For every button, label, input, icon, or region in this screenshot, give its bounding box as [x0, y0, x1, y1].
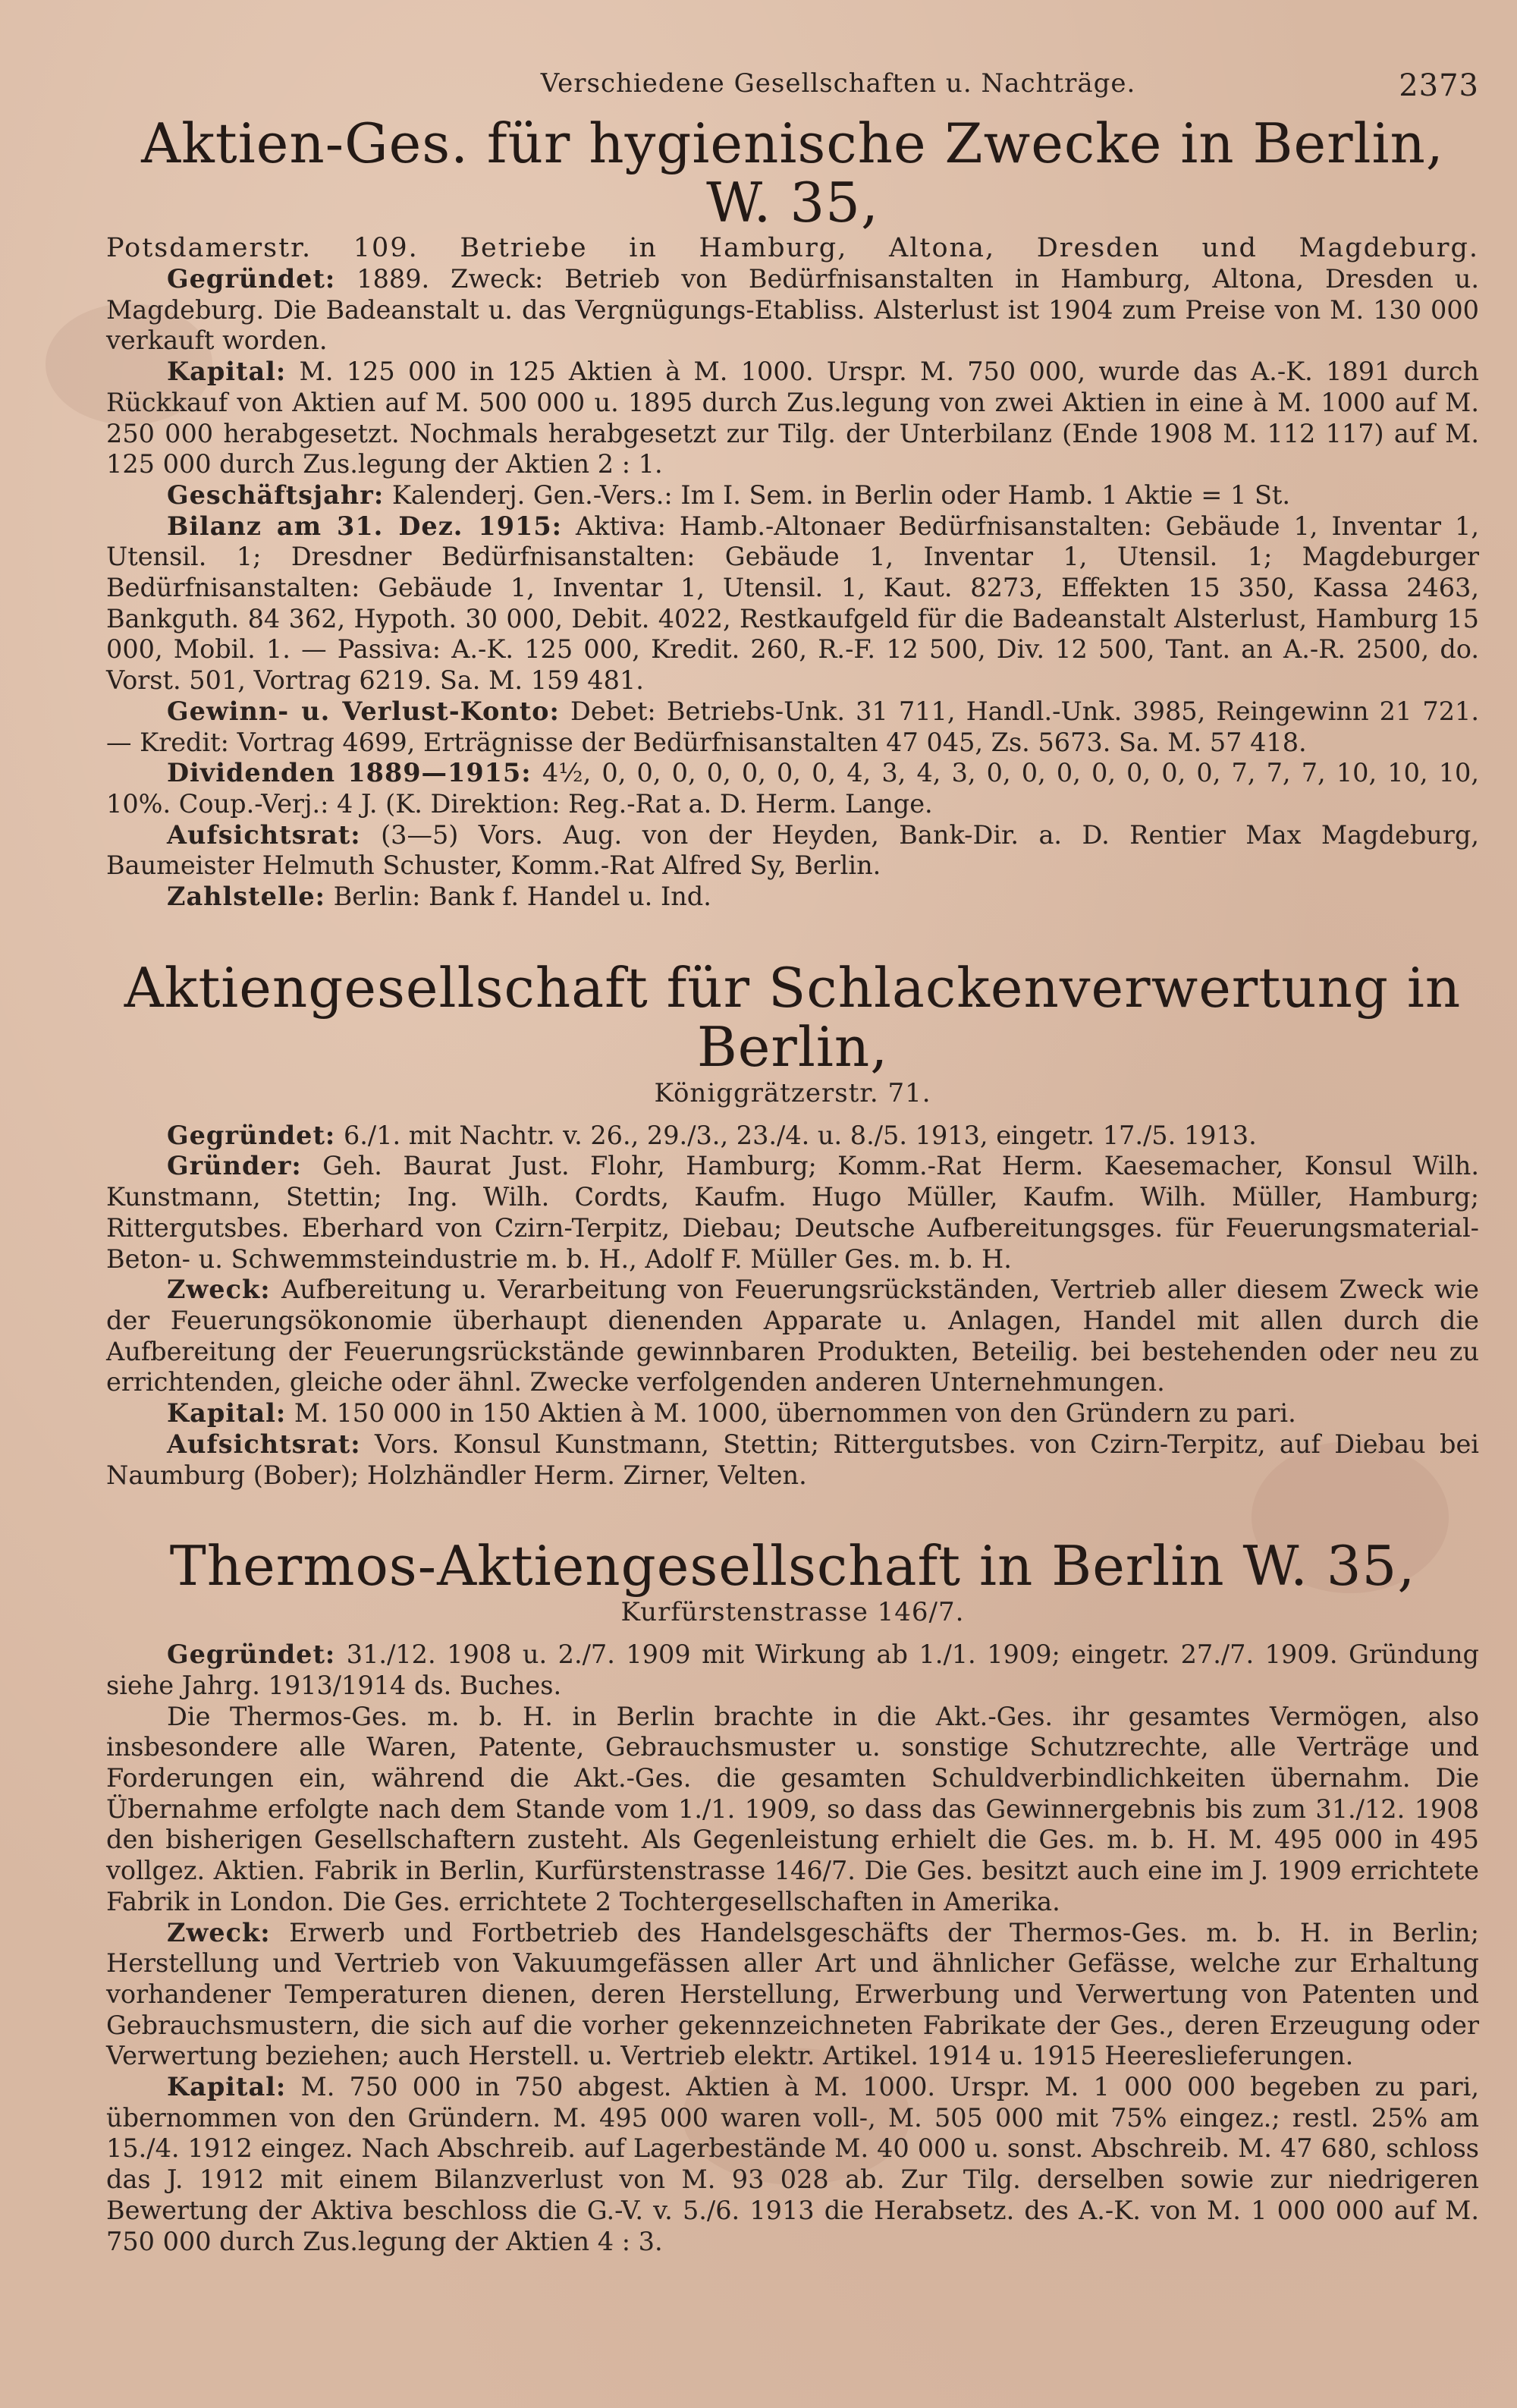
running-title: Verschiedene Gesellschaften u. Nachträge. — [540, 68, 1136, 99]
field-text: Die Thermos-Ges. m. b. H. in Berlin brachte in die Akt.-Ges. ihr gesamtes Vermögen, also insbesondere alle Waren, Patente, Gebrauchsmuster u. sonstige Schutzrechte, alle Verträge und Forderungen ein, während die Akt.-Ges. die gesamten Schuldverbindlichkeiten übernahm. Die Übernahme erfolgte nach dem Stande vom 1./1. 1909, so dass das Gewinnergebnis bis zum 31./12. 1908 den bisherigen Gesellschaftern zusteht. Als Gegenleistung erhielt die Ges. m. b. H. M. 495 000 in 495 vollgez. Aktien. Fabrik in Berlin, Kurfürstenstrasse 146/7. Die Ges. besitzt auch eine im J. 1909 errichtete Fabrik in London. Die Ges. errichtete 2 Tochtergesellschaften in Amerika. — [106, 1701, 1479, 1916]
field-text: M. 150 000 in 150 Aktien à M. 1000, übernommen von den Gründern zu pari. — [286, 1398, 1296, 1429]
entry-paragraph — [106, 1702, 1479, 1918]
field-text: Berlin: Bank f. Handel u. Ind. — [325, 882, 711, 912]
entry-title: Aktiengesellschaft für Schlackenverwertung in Berlin, — [124, 955, 1462, 1079]
running-header — [106, 68, 1479, 114]
entry-address: Kurfürstenstrasse 146/7. — [620, 1597, 965, 1628]
entry-paragraph — [106, 480, 1479, 511]
field-label: Gründer: — [167, 1151, 302, 1181]
entry-paragraph — [106, 1639, 1479, 1701]
entry-paragraph — [106, 696, 1479, 758]
entry-paragraph — [106, 2072, 1479, 2257]
entry-paragraph — [106, 1121, 1479, 1152]
entry-paragraph — [106, 1429, 1479, 1491]
document-page — [106, 68, 1479, 2257]
entry-paragraph — [106, 1398, 1479, 1429]
field-label: Aufsichtsrat: — [167, 819, 361, 850]
field-text: Geh. Baurat Just. Flohr, Hamburg; Komm.-Rat Herm. Kaesemacher, Konsul Wilh. Kunstmann, Stettin; Ing. Wilh. Cordts, Kaufm. Hugo Müller, Kaufm. Wilh. Müller, Hamburg; Rittergutsbes. Eberhard von Czirn-Terpitz, Diebau; Deutsche Aufbereitungsges. für Feuerungsmaterial-Beton- u. Schwemmsteindustrie m. b. H., Adolf F. Müller Ges. m. b. H. — [106, 1151, 1479, 1274]
entry-thermos — [106, 1536, 1479, 2257]
field-text: 31./12. 1908 u. 2./7. 1909 mit Wirkung ab 1./1. 1909; eingetr. 27./7. 1909. Gründung siehe Jahrg. 1913/1914 ds. Buches. — [106, 1639, 1479, 1700]
field-text: Erwerb und Fortbetrieb des Handelsgeschäfts der Thermos-Ges. m. b. H. in Berlin; Herstellung und Vertrieb von Vakuumgefässen aller Art und ähnlicher Gefässe, welche zur Erhaltung vorhandener Temperaturen dienen, deren Herstellung, Erwerbung und Verwertung von Patenten und Gebrauchsmustern, die sich auf die vorher gekennzeichneten Fabrikate der Ges., deren Erzeugung oder Verwertung beziehen; auch Herstell. u. Vertrieb elektr. Artikel. 1914 u. 1915 Heereslieferungen. — [106, 1917, 1479, 2071]
entry-address: Königgrätzerstr. 71. — [654, 1077, 931, 1108]
field-text: M. 750 000 in 750 abgest. Aktien à M. 1000. Urspr. M. 1 000 000 begeben zu pari, übernommen von den Gründern. M. 495 000 waren voll-, M. 505 000 mit 75% eingez.; restl. 25% am 15./4. 1912 eingez. Nach Abschreib. auf Lagerbestände M. 40 000 u. sonst. Abschreib. M. 47 680, schloss das J. 1912 mit einem Bilanzverlust von M. 93 028 ab. Zur Tilg. derselben sowie zur niedrigeren Bewertung der Aktiva beschloss die G.-V. v. 5./6. 1913 die Herabsetz. des A.-K. von M. 1 000 000 auf M. 750 000 durch Zus.legung der Aktien 4 : 3. — [106, 2072, 1479, 2256]
entry-schlackenverwertung — [106, 955, 1479, 1491]
entry-title: Aktien-Ges. für hygienische Zwecke in Berlin, W. 35, — [141, 112, 1444, 234]
entry-paragraph — [106, 1151, 1479, 1275]
field-text: Kalenderj. Gen.-Vers.: Im I. Sem. in Berlin oder Hamb. 1 Aktie = 1 St. — [384, 479, 1291, 510]
page-number: 2373 — [1399, 68, 1479, 103]
field-text: Aktiva: Hamb.-Altonaer Bedürfnisanstalten: Gebäude 1, Inventar 1, Utensil. 1; Dresdner Bedürfnisanstalten: Gebäude 1, Inventar 1, Utensil. 1; Magdeburger Bedürfnisanstalten: Gebäude 1, Inventar 1, Utensil. 1, Kaut. 8273, Effekten 15 350, Kassa 2463, Bankguth. 84 362, Hypoth. 30 000, Debit. 4022, Restkaufgeld für die Badeanstalt Alsterlust, Hamburg 15 000, Mobil. 1. — Passiva: A.-K. 125 000, Kredit. 260, R.-F. 12 500, Div. 12 500, Tant. an A.-R. 2500, do. Vorst. 501, Vortrag 6219. Sa. M. 159 481. — [106, 511, 1480, 696]
field-text: Aufbereitung u. Verarbeitung von Feuerungsrückständen, Vertrieb aller diesem Zweck wie der Feuerungsökonomie überhaupt dienenden Apparate u. Anlagen, Handel mit allen durch die Aufbereitung der Feuerungsrückstände gewinnbaren Produkten, Beteilig. bei bestehenden oder neu zu errichtenden, gleiche oder ähnl. Zwecke verfolgenden anderen Unternehmungen. — [106, 1275, 1479, 1397]
entry-paragraph — [106, 357, 1479, 480]
field-label: Kapital: — [167, 357, 287, 387]
field-label: Geschäftsjahr: — [167, 479, 385, 510]
field-label: Kapital: — [167, 2072, 287, 2102]
entry-paragraph — [106, 820, 1479, 882]
field-text: 4½, 0, 0, 0, 0, 0, 0, 0, 4, 3, 4, 3, 0, 0, 0, 0, 0, 0, 0, 7, 7, 7, 10, 10, 10, 10%. Coup.-Verj.: 4 J. (K. Direktion: Reg.-Rat a. D. Herm. Lange. — [106, 758, 1479, 819]
entry-paragraph — [106, 882, 1479, 913]
field-label: Zahlstelle: — [167, 882, 326, 912]
field-text: Vors. Konsul Kunstmann, Stettin; Rittergutsbes. von Czirn-Terpitz, auf Diebau bei Naumburg (Bober); Holzhändler Herm. Zirner, Velten. — [106, 1429, 1479, 1490]
entry-paragraph — [106, 1275, 1479, 1398]
field-text: 1889. Zweck: Betrieb von Bedürfnisanstalten in Hamburg, Altona, Dresden u. Magdeburg. Die Badeanstalt u. das Vergnügungs-Etabliss. Alsterlust ist 1904 zum Preise von M. 130 000 verkauft worden. — [106, 264, 1479, 356]
field-text: Debet: Betriebs-Unk. 31 711, Handl.-Unk. 3985, Reingewinn 21 721. — Kredit: Vortrag 4699, Erträgnisse der Bedürfnisanstalten 47 045, Zs. 5673. Sa. M. 57 418. — [106, 696, 1479, 757]
field-label: Zweck: — [167, 1917, 271, 1947]
entry-hygienische-zwecke — [106, 114, 1479, 913]
entry-paragraph — [106, 1918, 1479, 2073]
field-label: Gegründet: — [167, 1120, 336, 1150]
field-label: Gegründet: — [167, 1639, 336, 1670]
field-label: Kapital: — [167, 1398, 287, 1429]
field-label: Zweck: — [167, 1275, 271, 1305]
field-text: (3—5) Vors. Aug. von der Heyden, Bank-Dir. a. D. Rentier Max Magdeburg, Baumeister Helmuth Schuster, Komm.-Rat Alfred Sy, Berlin. — [106, 819, 1479, 881]
field-label: Gegründet: — [167, 264, 336, 294]
entry-paragraph — [106, 264, 1479, 357]
entry-paragraph — [106, 758, 1479, 819]
field-label: Gewinn- u. Verlust-Konto: — [167, 696, 560, 726]
entry-title: Thermos-Aktiengesellschaft in Berlin W. 35, — [169, 1534, 1416, 1599]
field-label: Dividenden 1889—1915: — [167, 758, 532, 788]
field-text: M. 125 000 in 125 Aktien à M. 1000. Urspr. M. 750 000, wurde das A.-K. 1891 durch Rückkauf von Aktien auf M. 500 000 u. 1895 durch Zus.legung von zwei Aktien in eine à M. 1000 auf M. 250 000 herabgesetzt. Nochmals herabgesetzt zur Tilg. der Unterbilanz (Ende 1908 M. 112 117) auf M. 125 000 durch Zus.legung der Aktien 2 : 1. — [106, 357, 1479, 479]
field-text: 6./1. mit Nachtr. v. 26., 29./3., 23./4. u. 8./5. 1913, eingetr. 17./5. 1913. — [335, 1120, 1257, 1150]
field-label: Aufsichtsrat: — [167, 1429, 361, 1459]
entry-paragraph — [106, 511, 1479, 696]
field-label: Bilanz am 31. Dez. 1915: — [167, 511, 563, 541]
entry-address: Potsdamerstr. 109. Betriebe in Hamburg, Altona, Dresden und Magdeburg. — [106, 233, 1479, 263]
